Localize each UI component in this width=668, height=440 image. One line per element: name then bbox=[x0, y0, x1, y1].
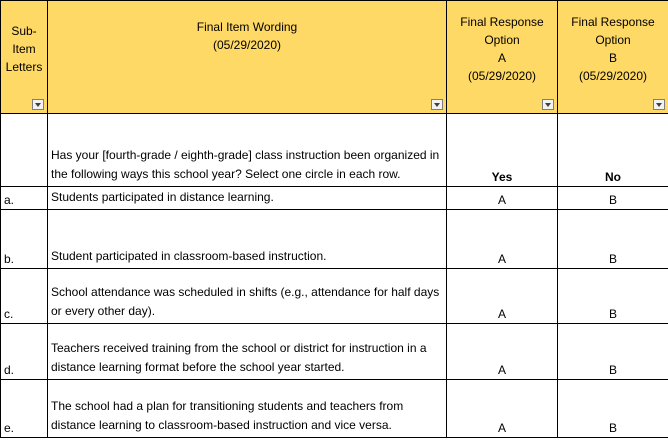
row-wording: School attendance was scheduled in shifts (e.g., attendance for half days or every other day). bbox=[48, 269, 447, 324]
row-option-a: A bbox=[447, 210, 558, 269]
row-option-a: A bbox=[447, 187, 558, 210]
table-row bbox=[1, 269, 668, 324]
stem-option-a: Yes bbox=[447, 114, 558, 187]
table-row bbox=[1, 380, 668, 438]
filter-dropdown-icon[interactable] bbox=[542, 99, 554, 110]
option-b-header-date: (05/29/2020) bbox=[578, 69, 648, 83]
option-a-header bbox=[447, 1, 558, 114]
filter-dropdown-icon[interactable] bbox=[653, 99, 665, 110]
row-letter: c. bbox=[1, 269, 48, 324]
row-option-a: A bbox=[447, 324, 558, 380]
sub-item-header-label: Sub-Item Letters bbox=[5, 24, 43, 74]
row-option-b: B bbox=[558, 269, 668, 324]
option-b-header-title: Final Response Option bbox=[571, 15, 655, 47]
stem-option-b: No bbox=[558, 114, 668, 187]
row-option-b: B bbox=[558, 324, 668, 380]
table-row bbox=[1, 210, 668, 269]
row-wording: Student participated in classroom-based instruction. bbox=[48, 210, 447, 269]
wording-header-title: Final Item Wording bbox=[196, 20, 298, 34]
filter-dropdown-icon[interactable] bbox=[431, 99, 443, 110]
row-wording: Students participated in distance learning. bbox=[48, 187, 447, 210]
stem-text: Has your [fourth-grade / eighth-grade] class instruction been organized in the following ways this school year? Select one circle in each row. bbox=[48, 114, 447, 187]
header-row bbox=[1, 1, 668, 114]
row-option-b: B bbox=[558, 210, 668, 269]
row-letter: a. bbox=[1, 187, 48, 210]
wording-header-date: (05/29/2020) bbox=[212, 38, 282, 52]
row-option-b: B bbox=[558, 187, 668, 210]
sub-item-header bbox=[1, 1, 48, 114]
option-a-header-letter: A bbox=[497, 51, 506, 65]
row-option-a: A bbox=[447, 269, 558, 324]
option-b-header bbox=[558, 1, 668, 114]
wording-header bbox=[48, 1, 447, 114]
row-letter: e. bbox=[1, 380, 48, 438]
option-a-header-date: (05/29/2020) bbox=[467, 69, 537, 83]
table-row bbox=[1, 187, 668, 210]
row-option-b: B bbox=[558, 380, 668, 438]
stem-row bbox=[1, 114, 668, 187]
row-letter: d. bbox=[1, 324, 48, 380]
row-option-a: A bbox=[447, 380, 558, 438]
stem-letter-cell bbox=[1, 114, 48, 187]
table-row bbox=[1, 324, 668, 380]
row-wording: Teachers received training from the school or district for instruction in a distance learning format before the school year started. bbox=[48, 324, 447, 380]
option-b-header-letter: B bbox=[608, 51, 617, 65]
row-letter: b. bbox=[1, 210, 48, 269]
option-a-header-title: Final Response Option bbox=[460, 15, 544, 47]
filter-dropdown-icon[interactable] bbox=[32, 99, 44, 110]
row-wording: The school had a plan for transitioning students and teachers from distance learning to classroom-based instruction and vice versa. bbox=[48, 380, 447, 438]
